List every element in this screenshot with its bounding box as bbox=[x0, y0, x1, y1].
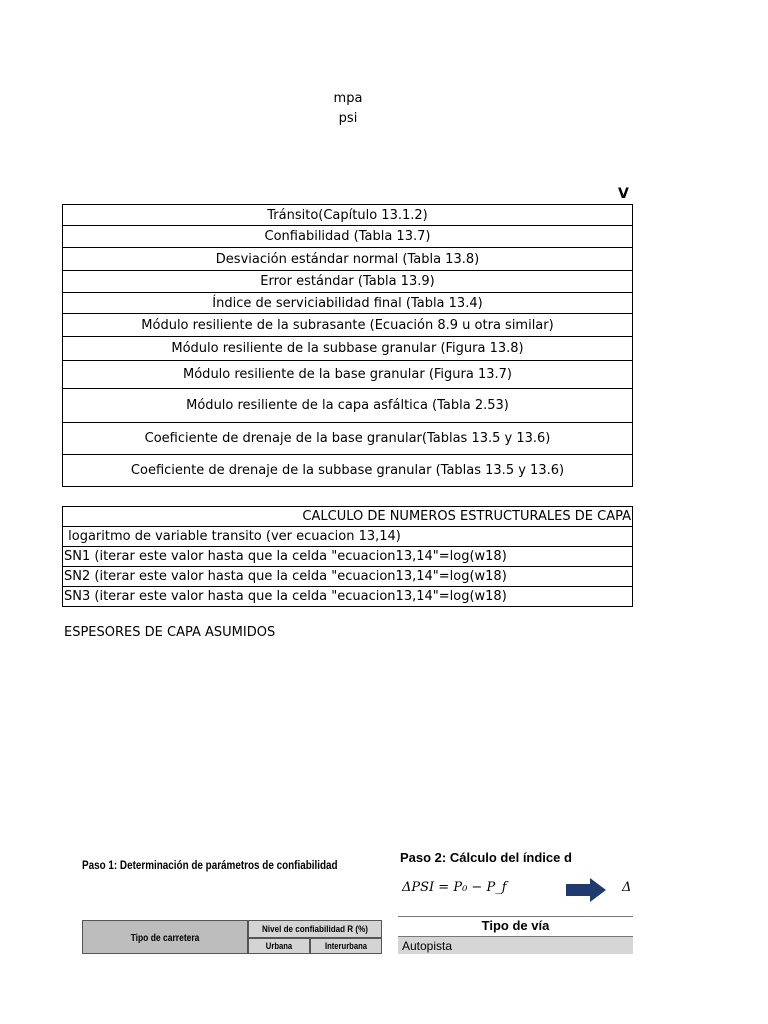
image2-header: Tipo de vía bbox=[481, 918, 550, 933]
param-cell[interactable]: Coeficiente de drenaje de la subbase granular (Tablas 13.5 y 13.6) bbox=[63, 455, 633, 487]
column-header-v: V bbox=[618, 186, 629, 202]
calc-row[interactable]: SN3 (iterar este valor hasta que la celda "ecuacion13,14"=log(w18) bbox=[63, 587, 633, 607]
param-cell[interactable]: Módulo resiliente de la subbase granular (Figura 13.8) bbox=[63, 337, 633, 361]
param-cell[interactable]: Módulo resiliente de la base granular (Figura 13.7) bbox=[63, 361, 633, 389]
image2-formula: ΔPSI = P₀ − P_f bbox=[402, 880, 507, 895]
param-cell[interactable]: Coeficiente de drenaje de la base granular(Tablas 13.5 y 13.6) bbox=[63, 423, 633, 455]
structural-numbers-table bbox=[62, 506, 633, 607]
espesores-label: ESPESORES DE CAPA ASUMIDOS bbox=[64, 625, 276, 640]
image2-row1: Autopista bbox=[402, 939, 453, 953]
image2-title: Paso 2: Cálculo del índice d bbox=[400, 850, 572, 865]
image2-formula-tail: Δ bbox=[622, 880, 632, 895]
param-cell[interactable]: Tránsito(Capítulo 13.1.2) bbox=[63, 205, 633, 226]
param-cell[interactable]: Módulo resiliente de la capa asfáltica (Tabla 2.53) bbox=[63, 389, 633, 423]
image2-row1-cell bbox=[398, 936, 633, 954]
image1-sub2: Interurbana bbox=[324, 941, 368, 951]
image1-title: Paso 1: Determinación de parámetros de confiabilidad bbox=[82, 860, 338, 872]
image2-rule bbox=[398, 916, 633, 917]
param-cell[interactable]: Confiabilidad (Tabla 13.7) bbox=[63, 226, 633, 248]
param-cell[interactable]: Índice de serviciabilidad final (Tabla 13.4) bbox=[63, 293, 633, 314]
image1-sub1: Urbana bbox=[265, 941, 293, 951]
image1-col2: Nivel de confiabilidad R (%) bbox=[262, 924, 368, 935]
param-cell[interactable]: Módulo resiliente de la subrasante (Ecuación 8.9 u otra similar) bbox=[63, 314, 633, 337]
serviceability-image bbox=[398, 840, 633, 954]
image1-sub1-cell bbox=[248, 938, 310, 954]
calc-row[interactable]: SN1 (iterar este valor hasta que la celda "ecuacion13,14"=log(w18) bbox=[63, 547, 633, 567]
arrow-right-icon bbox=[566, 878, 608, 902]
parameters-table bbox=[62, 204, 633, 487]
image1-col1: Tipo de carretera bbox=[130, 933, 200, 944]
calc-header[interactable]: CALCULO DE NUMEROS ESTRUCTURALES DE CAPA bbox=[63, 507, 633, 527]
image1-col2-cell bbox=[248, 920, 382, 938]
calc-row[interactable]: logaritmo de variable transito (ver ecuacion 13,14) bbox=[63, 527, 633, 547]
calc-row[interactable]: SN2 (iterar este valor hasta que la celda "ecuacion13,14"=log(w18) bbox=[63, 567, 633, 587]
image1-col1-cell bbox=[82, 920, 248, 954]
unit-mpa: mpa bbox=[333, 91, 363, 106]
param-cell[interactable]: Desviación estándar normal (Tabla 13.8) bbox=[63, 248, 633, 271]
reliability-table-image bbox=[80, 852, 382, 954]
param-cell[interactable]: Error estándar (Tabla 13.9) bbox=[63, 271, 633, 293]
unit-psi: psi bbox=[338, 111, 358, 126]
image1-sub2-cell bbox=[310, 938, 382, 954]
